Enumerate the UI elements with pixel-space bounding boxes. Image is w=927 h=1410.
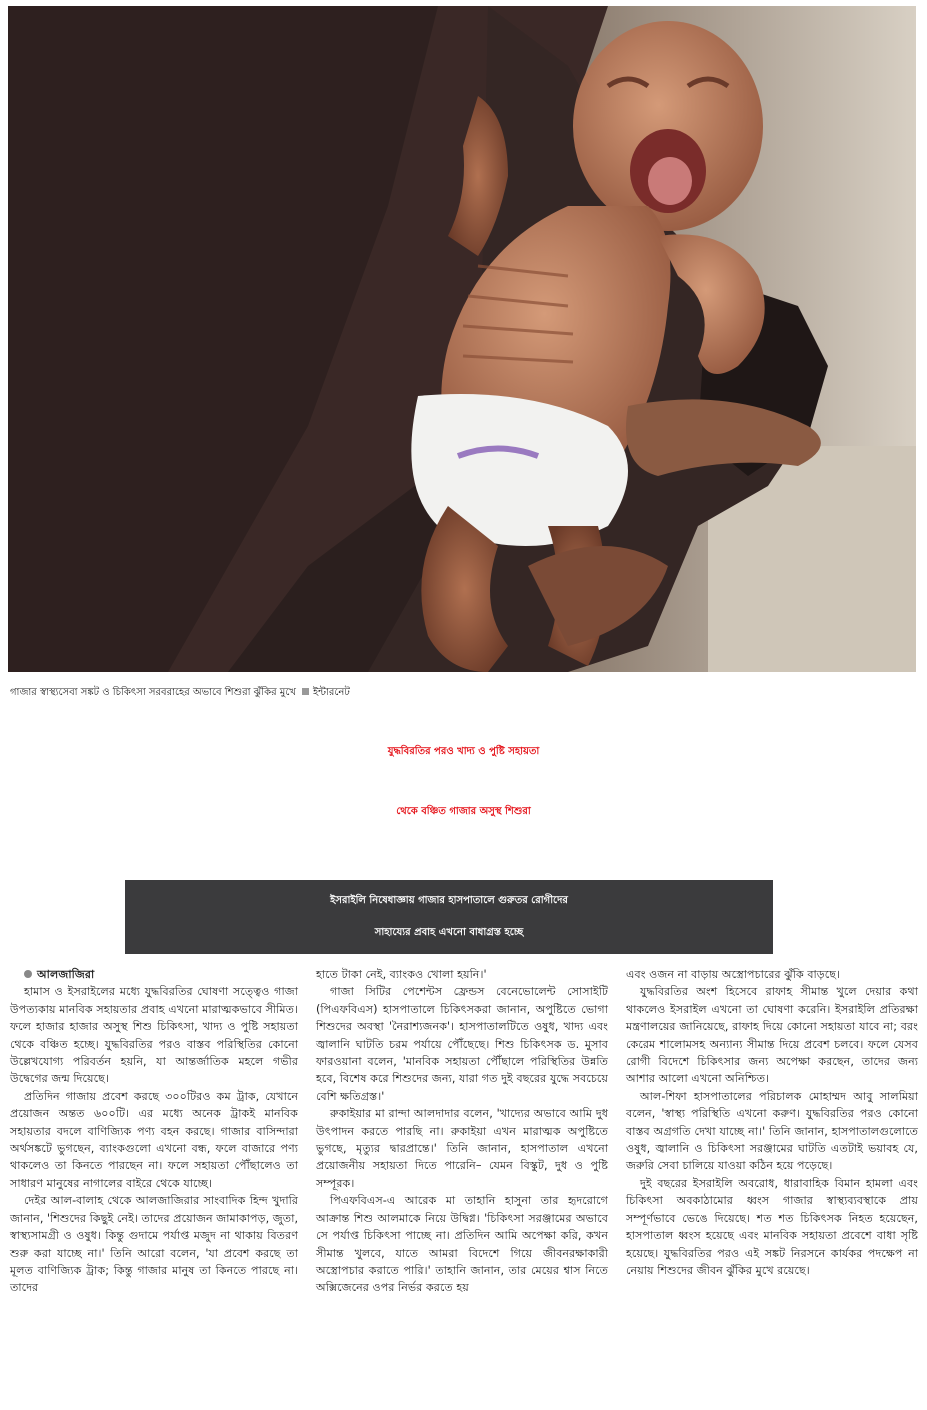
headline-line-2: থেকে বঞ্চিত গাজার অসুস্থ শিশুরা xyxy=(396,806,531,817)
photo-caption xyxy=(10,685,350,702)
paragraph: প্রতিদিন গাজায় প্রবেশ করছে ৩০০টিরও কম ট্রাক, যেখানে প্রয়োজন অন্তত ৬০০টি। এর মধ্যে অনেক ট্রাকই মানবিক সহায়তার বদলে বাণিজ্যিক পণ্য বহন করছে। গাজার বাসিন্দারা অর্থসঙ্কটে ভুগছেন, ব্যাংকগুলো এখনো বন্ধ, ফলে বাজারে পণ্য থাকলেও তা কিনতে পারছেন না। ফলে সহায়তা পৌঁছালেও তা সাধারণ মানুষের নাগালের বাইরে থেকে যাচ্ছে। xyxy=(10,1089,298,1190)
bullet-icon xyxy=(24,970,32,978)
paragraph: দুই বছরের ইসরাইলি অবরোধ, ধারাবাহিক বিমান হামলা এবং চিকিৎসা অবকাঠামোর ধ্বংস গাজার স্বাস্থ্যব্যবস্থাকে প্রায় সম্পূর্ণভাবে ভেঙে দিয়েছে। শত শত চিকিৎসক নিহত হয়েছেন, হাসপাতাল ধ্বংস হয়েছে এবং মানবিক সহায়তা প্রবেশে বাধা সৃষ্টি হয়েছে। যুদ্ধবিরতির পরও এই সঙ্কট নিরসনে কার্যকর পদক্ষেপ না নেয়ায় শিশুদের জীবন ঝুঁকির মুখে রয়েছে। xyxy=(626,1176,918,1277)
paragraph: গাজা সিটির পেশেন্টস ফ্রেন্ডস বেনেভোলেন্ট সোসাইটি (পিএফবিএস) হাসপাতালে চিকিৎসকরা জানান, অপুষ্টিতে ভোগা শিশুদের অবস্থা 'নৈরাশ্যজনক'। হাসপাতালটিতে ওষুধ, খাদ্য এবং জ্বালানি ঘাটতি চরম পর্যায়ে পৌঁছেছে। শিশু চিকিৎসক ড. মুসাব ফারওয়ানা বলেন, 'মানবিক সহায়তা পৌঁছালে পরিস্থিতির উন্নতি হবে, বিশেষ করে শিশুদের জন্য, যারা গত দুই বছরের যুদ্ধে সবচেয়ে বেশি ক্ষতিগ্রস্ত।' xyxy=(316,985,608,1103)
caption-square-icon xyxy=(302,688,309,695)
article-column-1 xyxy=(10,966,298,1297)
article-column-2 xyxy=(316,966,608,1297)
byline xyxy=(10,966,298,983)
paragraph: আল-শিফা হাসপাতালের পরিচালক মোহাম্মদ আবু সালমিয়া বলেন, 'স্বাস্থ্য পরিস্থিতি এখনো করুণ। যুদ্ধবিরতির পরও কোনো বাস্তব অগ্রগতি দেখা যাচ্ছে না।' তিনি জানান, হাসপাতালগুলোতে ওষুধ, জ্বালানি ও চিকিৎসা সরঞ্জামের ঘাটতি এতটাই ভয়াবহ যে, জরুরি সেবা চালিয়ে যাওয়া কঠিন হয়ে পড়েছে। xyxy=(626,1089,918,1173)
article-column-3 xyxy=(626,966,918,1279)
caption-text: গাজার স্বাস্থ্যসেবা সঙ্কট ও চিকিৎসা সরবরাহের অভাবে শিশুরা ঝুঁকির মুখে xyxy=(10,687,296,698)
photo-illustration xyxy=(8,6,916,672)
paragraph: রুকাইয়ার মা রান্দা আলদাদার বলেন, 'খাদ্যের অভাবে আমি দুধ উৎপাদন করতে পারছি না। রুকাইয়া এখন মারাত্মক অপুষ্টিতে ভুগছে, মৃত্যুর দ্বারপ্রান্তে।' তিনি জানান, হাসপাতাল এখনো প্রয়োজনীয় সহায়তা দিতে পারেনি– যেমন বিস্কুট, দুধ ও পুষ্টি সম্পূরক। xyxy=(316,1107,608,1190)
paragraph: পিএফবিএস-এ আরেক মা তাহানি হাসুনা তার হৃদরোগে আক্রান্ত শিশু আলমাকে নিয়ে উদ্বিগ্ন। 'চিকিৎসা সরঞ্জামের অভাবে সে পর্যাপ্ত চিকিৎসা পাচ্ছে না। প্রতিদিন আমি অপেক্ষা করি, কখন সীমান্ত খুলবে, যাতে আমরা বিদেশে গিয়ে জীবনরক্ষাকারী অস্ত্রোপচার করাতে পারি।' তাহানি জানান, তার মেয়ের শ্বাস নিতে অক্সিজেনের ওপর নির্ভর করতে হয় xyxy=(316,1194,608,1295)
paragraph: যুদ্ধবিরতির অংশ হিসেবে রাফাহ সীমান্ত খুলে দেয়ার কথা থাকলেও ইসরাইল এখনো তা ঘোষণা করেনি। ইসরাইলি প্রতিরক্ষা মন্ত্রণালয়ের জানিয়েছে, রাফাহ দিয়ে কোনো সহায়তা যাবে না; বরং কেরেম শালোমসহ অন্যান্য সীমান্ত দিয়ে প্রবেশ চলবে। ফলে যেসব রোগী বিদেশে চিকিৎসার জন্য অপেক্ষা করছেন, তাদের জন্য আশার আলো এখনো অনিশ্চিত। xyxy=(626,985,918,1086)
byline-source: আলজাজিরা xyxy=(37,968,95,981)
headline-line-1: যুদ্ধবিরতির পরও খাদ্য ও পুষ্টি সহায়তা xyxy=(387,746,540,757)
photo-credit: ইন্টারনেট xyxy=(312,687,350,698)
headline xyxy=(0,722,927,842)
paragraph: হাতে টাকা নেই, ব্যাংকও খোলা হয়নি।' xyxy=(316,968,487,981)
subhead-line-2: সাহায্যের প্রবাহ এখনো বাধাগ্রস্ত হচ্ছে xyxy=(374,927,524,938)
paragraph: হামাস ও ইসরাইলের মধ্যে যুদ্ধবিরতির ঘোষণা সত্ত্বেও গাজা উপত্যকায় মানবিক সহায়তার প্রবাহ এখনো মারাত্মকভাবে সীমিত। ফলে হাজার হাজার অসুস্থ শিশু চিকিৎসা, খাদ্য ও পুষ্টি সহায়তা থেকে বঞ্চিত হচ্ছে। যুদ্ধবিরতির পরও বাস্তব পরিস্থিতির কোনো উল্লেখযোগ্য পরিবর্তন হয়নি, যা আন্তর্জাতিক মহলে গভীর উদ্বেগের জন্ম দিয়েছে। xyxy=(10,985,298,1086)
news-photo xyxy=(8,6,916,672)
paragraph: এবং ওজন না বাড়ায় অস্ত্রোপচারের ঝুঁকি বাড়ছে। xyxy=(626,968,841,981)
subhead-line-1: ইসরাইলি নিষেধাজ্ঞায় গাজার হাসপাতালে গুরুতর রোগীদের xyxy=(330,895,568,906)
paragraph: দেইর আল-বালাহ থেকে আলজাজিরার সাংবাদিক হিন্দ খুদারি জানান, 'শিশুদের কিছুই নেই। তাদের প্রয়োজন জামাকাপড়, জুতা, স্বাস্থ্যসামগ্রী ও ওষুধ। কিন্তু গুদামে পর্যাপ্ত মজুদ না থাকায় বিতরণ শুরু করা যাচ্ছে না।' তিনি আরো বলেন, 'যা প্রবেশ করছে তা মূলত বাণিজ্যিক ট্রাক; কিন্তু গাজার মানুষ তা কিনতে পারছে না। তাদের xyxy=(10,1194,298,1295)
subheadline xyxy=(125,880,773,954)
